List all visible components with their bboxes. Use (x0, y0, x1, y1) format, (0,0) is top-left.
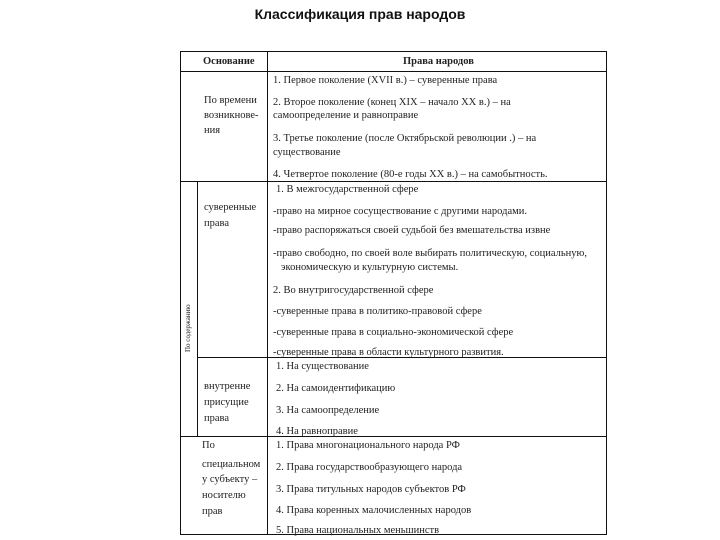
by-time-item: самоопределение и равноправие (273, 110, 419, 121)
inherent-item: 2. На самоидентификацию (276, 383, 396, 394)
by-time-item: 3. Третье поколение (после Октябрьской революции .) – на (273, 133, 537, 144)
header-divider (181, 71, 606, 72)
sovereign-item: -право распоряжаться своей судьбой без вмешательства извне (273, 225, 551, 236)
inherent-item: 1. На существование (276, 361, 369, 372)
by-time-item: существование (273, 147, 341, 158)
by-subject-label-2: специальном (202, 459, 261, 470)
by-subject-item: 3. Права титульных народов субъектов РФ (276, 484, 466, 495)
row-divider-time (181, 181, 606, 182)
inherent-item: 4. На равноправие (276, 426, 358, 437)
sovereign-label-1: суверенные (204, 202, 257, 213)
header-basis: Основание (203, 56, 255, 67)
by-time-label-2: возникнове- (204, 110, 259, 121)
sovereign-item: -суверенные права в политико-правовой сфере (273, 306, 482, 317)
by-subject-label-5: прав (202, 506, 223, 517)
by-time-item: 2. Второе поколение (конец XIX – начало XX в.) – на (273, 97, 511, 108)
sovereign-item: 1. В межгосударственной сфере (276, 184, 419, 195)
sovereign-label-2: права (204, 218, 230, 229)
by-subject-label-1: По (202, 440, 215, 451)
by-subject-item: 2. Права государствообразующего народа (276, 462, 463, 473)
vertical-label-divider (197, 181, 198, 436)
inherent-item: 3. На самоопределение (276, 405, 380, 416)
by-content-vertical-label: По содержанию (184, 304, 192, 352)
page-title: Классификация прав народов (254, 6, 466, 22)
by-subject-label-4: носителю (202, 490, 246, 501)
column-divider (267, 52, 268, 534)
inherent-label-3: права (204, 413, 230, 424)
by-subject-label-3: у субъекту – (202, 474, 258, 485)
by-time-item: 1. Первое поколение (XVII в.) – суверенные права (273, 75, 498, 86)
inherent-label-2: присущие (204, 397, 249, 408)
by-subject-item: 5. Права национальных меньшинств (276, 525, 440, 536)
sovereign-item: -право свободно, по своей воле выбирать политическую, социальную, (273, 248, 588, 259)
classification-table (180, 51, 607, 535)
sovereign-item: -суверенные права в социально-экономической сфере (273, 327, 514, 338)
by-subject-item: 1. Права многонационального народа РФ (276, 440, 460, 451)
inherent-label-1: внутренне (204, 381, 251, 392)
header-rights: Права народов (403, 56, 474, 67)
sovereign-item: экономическую и культурную системы. (281, 262, 459, 273)
by-time-label-1: По времени (204, 95, 257, 106)
by-time-item: 4. Четвертое поколение (80-е годы XX в.) – на самобытность. (273, 169, 548, 180)
by-time-label-3: ния (204, 125, 221, 136)
sovereign-item: -суверенные права в области культурного развития. (273, 347, 504, 358)
sovereign-item: -право на мирное сосуществование с другими народами. (273, 206, 527, 217)
by-subject-item: 4. Права коренных малочисленных народов (276, 505, 472, 516)
sovereign-item: 2. Во внутригосударственной сфере (273, 285, 434, 296)
row-divider-content (181, 436, 606, 437)
